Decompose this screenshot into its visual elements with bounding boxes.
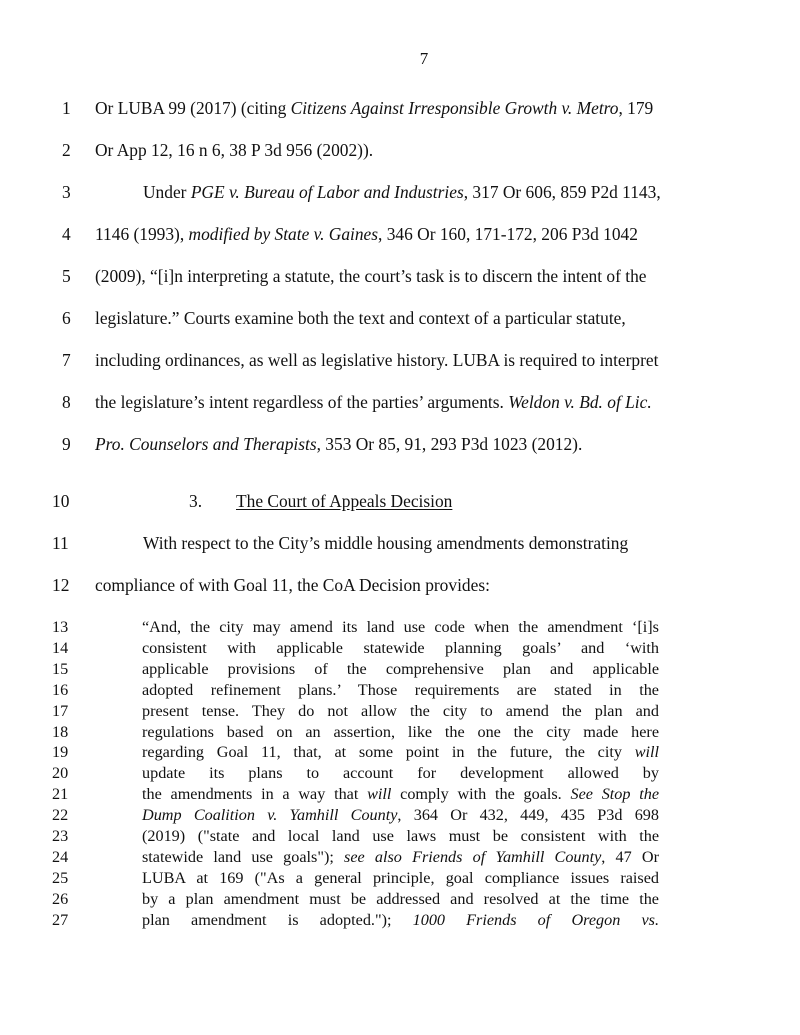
quote-text	[142, 742, 659, 763]
line-number: 3	[62, 182, 71, 202]
line-text	[143, 532, 628, 554]
quote-text	[142, 617, 659, 638]
line-number: 15	[52, 659, 69, 678]
page-number: 7	[419, 49, 429, 68]
text-segment: LUBA at 169 ("As a general principle, goal compliance issues raised	[142, 868, 659, 887]
text-segment: Or LUBA 99 (2017) (citing	[95, 98, 291, 118]
quote-text	[142, 659, 659, 680]
line-number: 26	[52, 889, 69, 908]
line-text	[95, 139, 373, 161]
text-segment: , 353 Or 85, 91, 293 P3d 1023 (2012).	[316, 434, 583, 454]
text-segment: compliance of with Goal 11, the CoA Decision provides:	[95, 575, 490, 595]
line-number: 24	[52, 847, 69, 866]
line-text	[95, 574, 490, 596]
italic-text: Pro. Counselors and Therapists	[95, 434, 317, 454]
line-text	[95, 307, 626, 329]
text-segment: plan amendment is adopted.");	[142, 910, 413, 929]
line-text	[95, 433, 582, 455]
italic-text: See Stop the	[570, 785, 659, 804]
line-text	[95, 391, 652, 413]
line-text	[95, 265, 647, 287]
line-number: 11	[52, 533, 69, 553]
italic-text: PGE v. Bureau of Labor and Industries	[190, 182, 464, 202]
text-segment: (2009), “[i]n interpreting a statute, the court’s task is to discern the intent of the	[95, 266, 647, 286]
text-segment: regulations based on an assertion, like the one the city made here	[142, 722, 659, 741]
text-segment: comply with the goals.	[391, 785, 571, 804]
italic-text: will	[367, 785, 392, 804]
quote-text	[142, 910, 659, 931]
line-number: 27	[52, 910, 69, 929]
line-number: 1	[62, 98, 71, 118]
quote-text	[142, 701, 659, 722]
quote-text	[142, 847, 659, 868]
text-segment: regarding Goal 11, that, at some point in the future, the city	[142, 743, 635, 762]
line-text	[95, 223, 638, 245]
text-segment: “And, the city may amend its land use code when the amendment ‘[i]s	[142, 618, 659, 636]
line-number: 8	[62, 392, 71, 412]
italic-text: 1000 Friends of Oregon vs.	[412, 910, 659, 929]
text-segment: Under	[143, 182, 191, 202]
line-text	[95, 97, 653, 119]
line-number: 17	[52, 701, 69, 720]
text-segment: , 346 Or 160, 171-172, 206 P3d 1042	[378, 224, 638, 244]
italic-text: Citizens Against Irresponsible Growth v. Metro	[290, 98, 619, 118]
text-segment: consistent with applicable statewide planning goals’ and ‘with	[142, 638, 659, 657]
line-number: 12	[52, 575, 70, 595]
line-number: 10	[52, 491, 70, 511]
text-segment: applicable provisions of the comprehensive plan and applicable	[142, 659, 659, 678]
section-number: 3.	[189, 491, 203, 511]
quote-text	[142, 680, 659, 701]
line-number: 9	[62, 434, 71, 454]
line-number: 14	[52, 638, 69, 657]
line-number: 19	[52, 743, 69, 762]
text-segment: legislature.” Courts examine both the text and context of a particular statute,	[95, 308, 626, 328]
text-segment: adopted refinement plans.’ Those requirements are stated in the	[142, 680, 659, 699]
line-number: 7	[62, 350, 71, 370]
line-text	[143, 181, 661, 203]
quote-text	[142, 722, 659, 743]
line-number: 13	[52, 618, 69, 636]
line-number: 2	[62, 140, 71, 160]
line-number: 22	[52, 806, 69, 825]
text-segment: With respect to the City’s middle housing amendments demonstrating	[143, 533, 629, 553]
text-segment: (2019) ("state and local land use laws must be consistent with the	[142, 827, 659, 845]
section-title: The Court of Appeals Decision	[236, 491, 453, 511]
line-number: 25	[52, 868, 69, 887]
text-segment: , 364 Or 432, 449, 435 P3d 698	[397, 806, 659, 825]
text-segment: Or App 12, 16 n 6, 38 P 3d 956 (2002)).	[95, 140, 374, 160]
line-text	[95, 349, 658, 371]
line-number: 23	[52, 827, 69, 845]
text-segment: present tense. They do not allow the city to amend the plan and	[142, 701, 659, 720]
quote-text	[142, 868, 659, 889]
line-number: 18	[52, 722, 69, 741]
quote-text	[142, 805, 659, 826]
line-number: 5	[62, 266, 71, 286]
text-segment: including ordinances, as well as legislative history. LUBA is required to interpret	[95, 350, 659, 370]
italic-text: Weldon v. Bd. of Lic.	[508, 392, 652, 412]
text-segment: , 317 Or 606, 859 P2d 1143,	[463, 182, 661, 202]
italic-text: Dump Coalition v. Yamhill County	[142, 806, 398, 825]
text-segment: statewide land use goals");	[142, 847, 345, 866]
text-segment: , 47 Or	[601, 847, 659, 866]
line-number: 20	[52, 764, 69, 783]
text-segment: , 179	[618, 98, 654, 118]
quote-text	[142, 784, 659, 805]
text-segment: update its plans to account for development allowed by	[142, 764, 659, 783]
text-segment: the legislature’s intent regardless of the parties’ arguments.	[95, 392, 509, 412]
italic-text: will	[634, 743, 659, 762]
line-number: 16	[52, 680, 69, 699]
italic-text: see also Friends of Yamhill County	[344, 847, 602, 866]
text-segment: by a plan amendment must be addressed and resolved at the time the	[142, 889, 659, 908]
line-number: 21	[52, 785, 69, 804]
text-segment: 1146 (1993),	[95, 224, 189, 244]
text-segment: the amendments in a way that	[142, 785, 368, 804]
quote-text	[142, 638, 659, 659]
quote-text	[142, 889, 659, 910]
italic-text: modified by State v. Gaines	[188, 224, 379, 244]
line-number: 4	[62, 224, 71, 244]
quote-text	[142, 763, 659, 784]
line-number: 6	[62, 308, 71, 328]
quote-text	[142, 826, 659, 847]
